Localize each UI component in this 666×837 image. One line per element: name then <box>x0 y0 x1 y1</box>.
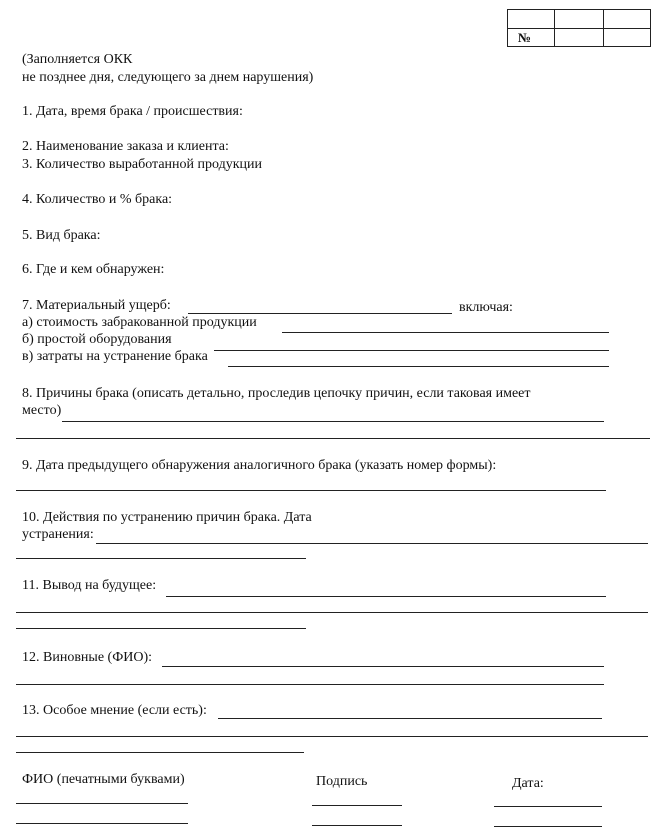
item-13-fill-line[interactable] <box>16 736 648 737</box>
item-7-including-label: включая: <box>459 300 513 315</box>
item-5-label: 5. Вид брака: <box>22 228 101 243</box>
item-9-label: 9. Дата предыдущего обнаружения аналогичного брака (указать номер формы): <box>22 458 497 473</box>
item-7b-fill-line[interactable] <box>214 350 609 351</box>
item-7b-label: б) простой оборудования <box>22 332 172 347</box>
item-11-fill-line[interactable] <box>166 596 606 597</box>
item-7a-label: а) стоимость забракованной продукции <box>22 315 257 330</box>
item-7-fill-line[interactable] <box>188 313 452 314</box>
item-11-label: 11. Вывод на будущее: <box>22 578 157 593</box>
number-box-divider <box>508 28 650 29</box>
footer-fio-line[interactable] <box>16 823 188 824</box>
footer-signature-line[interactable] <box>312 805 402 806</box>
item-3-label: 3. Количество выработанной продукции <box>22 157 263 172</box>
footer-signature-line[interactable] <box>312 825 402 826</box>
item-10-fill-line[interactable] <box>96 543 648 544</box>
item-8-fill-line[interactable] <box>16 438 650 439</box>
item-8-label-line1: 8. Причины брака (описать детально, проследив цепочку причин, если таковая имеет <box>22 386 531 401</box>
item-13-label: 13. Особое мнение (если есть): <box>22 703 207 718</box>
item-8-label-line2: место) <box>22 403 62 418</box>
number-label: № <box>518 30 532 45</box>
item-12-label: 12. Виновные (ФИО): <box>22 650 153 665</box>
item-12-fill-line[interactable] <box>16 684 604 685</box>
item-7-label: 7. Материальный ущерб: <box>22 298 171 313</box>
item-2-label: 2. Наименование заказа и клиента: <box>22 139 229 154</box>
item-7a-fill-line[interactable] <box>282 332 609 333</box>
item-9-fill-line[interactable] <box>16 490 606 491</box>
item-10-fill-line[interactable] <box>16 558 306 559</box>
footer-fio-label: ФИО (печатными буквами) <box>22 772 185 787</box>
form-number-box <box>507 9 651 47</box>
item-1-label: 1. Дата, время брака / происшествия: <box>22 104 243 119</box>
item-10-label-line1: 10. Действия по устранению причин брака. Дата <box>22 510 312 525</box>
item-4-label: 4. Количество и % брака: <box>22 192 173 207</box>
item-12-fill-line[interactable] <box>162 666 604 667</box>
item-7c-fill-line[interactable] <box>228 366 609 367</box>
item-11-fill-line[interactable] <box>16 628 306 629</box>
footer-date-line[interactable] <box>494 806 602 807</box>
fill-note-line2: не позднее дня, следующего за днем нарушения) <box>22 70 314 85</box>
footer-date-label: Дата: <box>512 776 544 791</box>
item-6-label: 6. Где и кем обнаружен: <box>22 262 165 277</box>
fill-note-line1: (Заполняется ОКК <box>22 52 133 67</box>
item-13-fill-line[interactable] <box>218 718 602 719</box>
item-8-fill-line[interactable] <box>62 421 604 422</box>
item-13-fill-line[interactable] <box>16 752 304 753</box>
item-11-fill-line[interactable] <box>16 612 648 613</box>
footer-fio-line[interactable] <box>16 803 188 804</box>
item-10-label-line2: устранения: <box>22 527 94 542</box>
footer-signature-label: Подпись <box>316 774 368 789</box>
item-7c-label: в) затраты на устранение брака <box>22 349 208 364</box>
footer-date-line[interactable] <box>494 826 602 827</box>
